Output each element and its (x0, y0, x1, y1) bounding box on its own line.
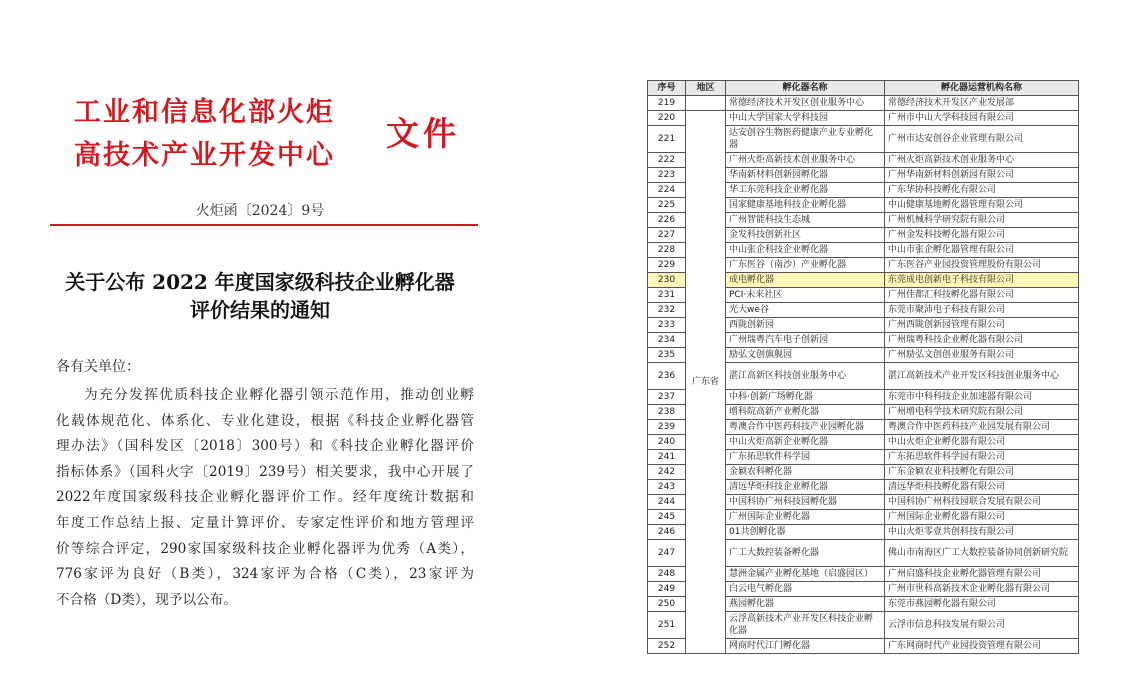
row-index: 227 (648, 228, 686, 243)
issuer-name-line2: 高技术产业开发中心 (74, 140, 335, 171)
row-operator-name: 中山市张企孵化器管理有限公司 (885, 243, 1079, 258)
row-operator-name: 广州华南新材料创新园有限公司 (885, 168, 1079, 183)
notice-body (56, 383, 474, 613)
salutation: 各有关单位： (56, 359, 140, 375)
row-operator-name: 东莞成电创新电子科技有限公司 (885, 273, 1079, 288)
row-incubator-name: 中国科协广州科技园孵化器 (726, 495, 885, 510)
header-incubator-name: 孵化器名称 (726, 81, 885, 96)
row-incubator-name: 增科院高新产业孵化器 (726, 405, 885, 420)
row-operator-name: 东莞市聚沛电子科技有限公司 (885, 303, 1079, 318)
notice-title-line1: 关于公布 2022 年度国家级科技企业孵化器 (65, 270, 455, 294)
row-operator-name: 常德经济技术开发区产业发展部 (885, 96, 1079, 111)
body-line: 价等综合评定，290家国家级科技企业孵化器评为优秀（A类）， (56, 540, 474, 557)
row-index: 252 (648, 639, 686, 654)
row-incubator-name: 广东拓思软件科学园 (726, 450, 885, 465)
row-incubator-name: 中山大学国家大学科技园 (726, 111, 885, 126)
row-operator-name: 广州市世科高新技术企业孵化器有限公司 (885, 582, 1079, 597)
row-index: 243 (648, 480, 686, 495)
row-incubator-name: 励弘文创旗舰园 (726, 348, 885, 363)
row-operator-name: 广州启盛科技企业孵化器管理有限公司 (885, 567, 1079, 582)
row-incubator-name: 广州国际企业孵化器 (726, 510, 885, 525)
row-index: 231 (648, 288, 686, 303)
row-operator-name: 广州佳都汇科技孵化器有限公司 (885, 288, 1079, 303)
row-index: 245 (648, 510, 686, 525)
row-incubator-name: 中科·创新广场孵化器 (726, 390, 885, 405)
row-incubator-name: 广州火炬高新技术创业服务中心 (726, 153, 885, 168)
row-index: 249 (648, 582, 686, 597)
row-operator-name: 中山火炬企业孵化器有限公司 (885, 435, 1079, 450)
row-index: 246 (648, 525, 686, 540)
row-operator-name: 中国科协广州科技园联合发展有限公司 (885, 495, 1079, 510)
row-incubator-name: 中山张企科技企业孵化器 (726, 243, 885, 258)
row-operator-name: 广州西陇创新园管理有限公司 (885, 318, 1079, 333)
row-incubator-name: 国家健康基地科技企业孵化器 (726, 198, 885, 213)
body-line: 指标体系》（国科火字〔2019〕239号）相关要求，我中心开展了 (56, 463, 474, 480)
row-operator-name: 湛江高新技术产业开发区科技创业服务中心 (885, 363, 1079, 390)
row-index: 225 (648, 198, 686, 213)
table-header-row (648, 81, 1079, 96)
row-index: 239 (648, 420, 686, 435)
header-index: 序号 (648, 81, 686, 96)
table-body (648, 96, 1079, 654)
row-index: 244 (648, 495, 686, 510)
row-incubator-name: 光大we谷 (726, 303, 885, 318)
row-incubator-name: 西陇创新园 (726, 318, 885, 333)
issuer-name-line1: 工业和信息化部火炬 (74, 97, 335, 128)
row-operator-name: 佛山市南海区广工大数控装备协同创新研究院 (885, 540, 1079, 567)
row-index: 221 (648, 126, 686, 153)
row-incubator-name: 华工东莞科技企业孵化器 (726, 183, 885, 198)
row-index: 232 (648, 303, 686, 318)
row-region-empty (686, 96, 726, 111)
row-incubator-name: 广东医谷（南沙）产业孵化器 (726, 258, 885, 273)
row-index: 223 (648, 168, 686, 183)
row-operator-name: 广州火炬高新技术创业服务中心 (885, 153, 1079, 168)
row-operator-name: 云浮市信息科技发展有限公司 (885, 612, 1079, 639)
row-index: 234 (648, 333, 686, 348)
row-incubator-name: 云浮高新技术产业开发区科技企业孵化器 (726, 612, 885, 639)
document-number: 火炬函〔2024〕9号 (195, 203, 325, 219)
row-incubator-name: 达安创谷生物医药健康产业专业孵化器 (726, 126, 885, 153)
row-incubator-name: 金发科技创新社区 (726, 228, 885, 243)
row-incubator-name: 广州瑞粤汽车电子创新园 (726, 333, 885, 348)
row-incubator-name: 白云电气孵化器 (726, 582, 885, 597)
row-operator-name: 广州市达安创谷企业管理有限公司 (885, 126, 1079, 153)
row-operator-name: 广州金发科技孵化器有限公司 (885, 228, 1079, 243)
row-incubator-name: 华南新材料创新园孵化器 (726, 168, 885, 183)
row-incubator-name: 金颖农科孵化器 (726, 465, 885, 480)
row-incubator-name: 广工大数控装备孵化器 (726, 540, 885, 567)
row-incubator-name: 慧洲金属产业孵化基地（启盛园区） (726, 567, 885, 582)
row-index: 241 (648, 450, 686, 465)
row-operator-name: 广州市中山大学科技园有限公司 (885, 111, 1079, 126)
row-incubator-name: 粤澳合作中医药科技产业园孵化器 (726, 420, 885, 435)
row-index: 220 (648, 111, 686, 126)
row-index: 224 (648, 183, 686, 198)
row-index: 237 (648, 390, 686, 405)
body-line: 776家评为良好（B类），324家评为合格（C类），23家评为 (56, 566, 474, 583)
row-incubator-name: 成电孵化器 (726, 273, 885, 288)
row-index: 228 (648, 243, 686, 258)
row-incubator-name: 清远华炬科技企业孵化器 (726, 480, 885, 495)
row-index: 251 (648, 612, 686, 639)
row-operator-name: 广州瑞粤科技企业孵化器有限公司 (885, 333, 1079, 348)
row-index: 250 (648, 597, 686, 612)
region-cell: 广东省 (686, 111, 726, 654)
row-operator-name: 东莞市中科科技企业加速器有限公司 (885, 390, 1079, 405)
row-incubator-name: 燕园孵化器 (726, 597, 885, 612)
document-type-label: 文件 (386, 114, 460, 153)
row-incubator-name: 湛江高新区科技创业服务中心 (726, 363, 885, 390)
row-index: 219 (648, 96, 686, 111)
notice-document (40, 60, 490, 660)
red-divider (50, 224, 478, 226)
row-operator-name: 广东拓思软件科学园有限公司 (885, 450, 1079, 465)
row-index: 247 (648, 540, 686, 567)
row-incubator-name: 01共创孵化器 (726, 525, 885, 540)
row-index: 248 (648, 567, 686, 582)
body-line: 不合格（D类），现予以公布。 (56, 591, 237, 608)
row-operator-name: 广东金颖农业科技孵化有限公司 (885, 465, 1079, 480)
header-operator-name: 孵化器运营机构名称 (885, 81, 1079, 96)
table-row (648, 96, 1079, 111)
row-incubator-name: 网商时代江门孵化器 (726, 639, 885, 654)
body-line: 化载体规范化、体系化、专业化建设，根据《科技企业孵化器管 (56, 412, 474, 429)
row-incubator-name: 广州智能科技生态城 (726, 213, 885, 228)
row-incubator-name: PCI·未来社区 (726, 288, 885, 303)
row-index: 238 (648, 405, 686, 420)
incubator-list-table (647, 80, 1079, 654)
row-operator-name: 广州机械科学研究院有限公司 (885, 213, 1079, 228)
header-region: 地区 (686, 81, 726, 96)
row-operator-name: 粤澳合作中医药科技产业园发展有限公司 (885, 420, 1079, 435)
body-line: 为充分发挥优质科技企业孵化器引领示范作用，推动创业孵 (84, 387, 474, 403)
row-operator-name: 广东华协科技孵化有限公司 (885, 183, 1079, 198)
row-operator-name: 中山火炬零壹共创科技有限公司 (885, 525, 1079, 540)
row-operator-name: 清远华炬科技孵化器有限公司 (885, 480, 1079, 495)
row-incubator-name: 中山火炬高新企业孵化器 (726, 435, 885, 450)
row-index: 235 (648, 348, 686, 363)
row-index: 240 (648, 435, 686, 450)
row-index: 230 (648, 273, 686, 288)
row-operator-name: 中山健康基地孵化器管理有限公司 (885, 198, 1079, 213)
incubator-list-table-wrapper (647, 80, 1079, 654)
row-index: 236 (648, 363, 686, 390)
row-index: 233 (648, 318, 686, 333)
row-incubator-name: 常德经济技术开发区创业服务中心 (726, 96, 885, 111)
row-operator-name: 东莞市燕园孵化器有限公司 (885, 597, 1079, 612)
row-index: 226 (648, 213, 686, 228)
row-operator-name: 广东网商时代产业园投资管理有限公司 (885, 639, 1079, 654)
notice-title-line2: 评价结果的通知 (190, 298, 330, 322)
row-index: 229 (648, 258, 686, 273)
row-operator-name: 广州励弘文创创业服务有限公司 (885, 348, 1079, 363)
body-line: 2022年度国家级科技企业孵化器评价工作。经年度统计数据和 (56, 489, 474, 506)
row-operator-name: 广东医谷产业园投资管理股份有限公司 (885, 258, 1079, 273)
row-index: 242 (648, 465, 686, 480)
body-line: 理办法》（国科发区〔2018〕300号）和《科技企业孵化器评价 (56, 438, 474, 455)
row-operator-name: 广州国际企业孵化器有限公司 (885, 510, 1079, 525)
body-line: 年度工作总结上报、定量计算评价、专家定性评价和地方管理评 (56, 514, 474, 531)
row-operator-name: 广州增电科学技术研究院有限公司 (885, 405, 1079, 420)
table-row (648, 111, 1079, 126)
row-index: 222 (648, 153, 686, 168)
